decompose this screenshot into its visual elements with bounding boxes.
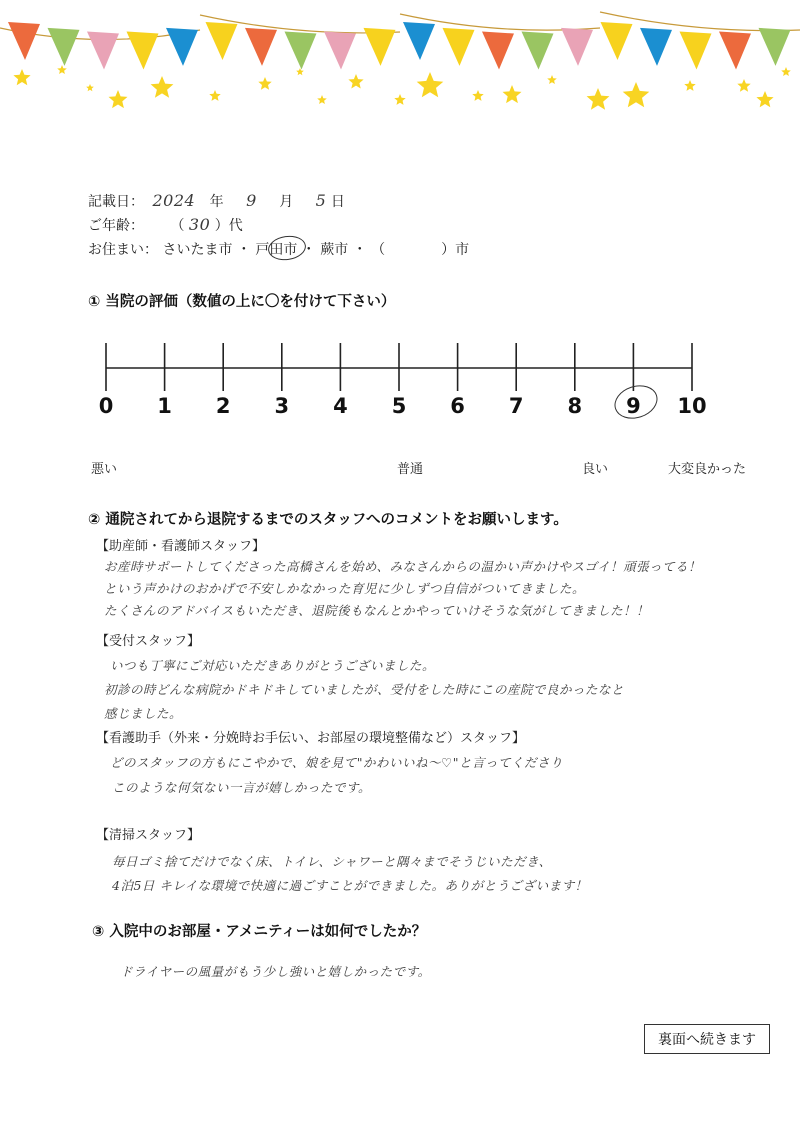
residence-label: お住まい： xyxy=(88,242,158,258)
midwife-comment-line: お産時サポートしてくださった高橋さんを始め、みなさんからの温かい声かけやスゴイ！頑張ってる！ xyxy=(104,559,702,574)
date-row xyxy=(88,191,345,211)
midwife-comment-line: たくさんのアドバイスもいただき、退院後もなんとかやっていけそうな気がしてきました！！ xyxy=(104,603,650,618)
age-label: ご年齢： xyxy=(88,218,144,234)
age-value: 30 xyxy=(188,215,211,234)
section3-title: ③ 入院中のお部屋・アメニティーは如何でしたか？ xyxy=(92,924,427,940)
scale-number-4: 4 xyxy=(333,394,348,418)
bunting-flag xyxy=(364,28,396,66)
star-icon xyxy=(417,72,444,97)
scale-number-9: 9 xyxy=(626,394,641,418)
scale-number-3: 3 xyxy=(274,394,290,418)
star-icon xyxy=(86,84,94,91)
star-icon xyxy=(109,90,128,108)
star-icon xyxy=(503,85,522,103)
scale-word-very-good: 大変良かった xyxy=(668,462,747,477)
scale-number-2: 2 xyxy=(215,394,231,418)
bunting-flag xyxy=(166,28,198,66)
date-day-unit: 日 xyxy=(330,194,345,210)
bunting-flag xyxy=(522,32,554,70)
bunting-flag xyxy=(680,32,712,70)
bunting-flag xyxy=(403,22,435,60)
decorative-stars xyxy=(13,65,790,110)
scale-number-5: 5 xyxy=(391,394,407,418)
section1-title: ① 当院の評価（数値の上に〇を付けて下さい） xyxy=(88,294,396,310)
star-icon xyxy=(209,90,220,101)
reception-comment-line: いつも丁寧にご対応いただきありがとうございました。 xyxy=(110,658,436,673)
star-icon xyxy=(151,76,174,98)
cleaning-comment-line: 毎日ゴミ捨てだけでなく床、トイレ、シャワーと隅々までそうじいただき、 xyxy=(112,854,552,869)
star-icon xyxy=(317,95,327,104)
date-label: 記載日： xyxy=(88,194,144,210)
scale-number-10: 10 xyxy=(677,394,707,418)
bunting-flag xyxy=(561,28,593,66)
section2-title: ② 通院されてから退院するまでのスタッフへのコメントをお願いします。 xyxy=(88,512,568,528)
age-row xyxy=(88,215,243,235)
bunting-flag xyxy=(127,32,159,70)
assistant-comment-line: このような何気ない一言が嬉しかったです。 xyxy=(112,780,372,795)
scale-number-1: 1 xyxy=(157,394,172,418)
star-icon xyxy=(296,68,304,75)
reception-heading: 【受付スタッフ】 xyxy=(96,634,201,649)
star-icon xyxy=(756,91,773,107)
bunting-flag xyxy=(640,28,672,66)
bunting-flag xyxy=(324,32,356,70)
midwife-comment-line: という声かけのおかげで不安しかなかった育児に少しずつ自信がついてきました。 xyxy=(104,581,586,596)
bunting-flag xyxy=(719,32,751,70)
star-icon xyxy=(737,79,750,92)
assistant-heading: 【看護助手（外来・分娩時お手伝い、お部屋の環境整備など）スタッフ】 xyxy=(96,731,526,746)
star-icon xyxy=(13,69,30,85)
assistant-comment-line: どのスタッフの方もにこやかで、娘を見て"かわいいね〜♡"と言ってくださり xyxy=(110,755,563,770)
star-icon xyxy=(623,82,650,107)
bunting-flag xyxy=(206,22,238,60)
scale-number-8: 8 xyxy=(567,394,583,418)
continue-on-back-label: 裏面へ続きます xyxy=(644,1024,770,1054)
bunting-flag xyxy=(285,32,317,70)
star-icon xyxy=(781,67,791,76)
star-icon xyxy=(394,94,405,105)
star-icon xyxy=(472,90,483,101)
date-day-value: 5 xyxy=(315,191,327,210)
cleaning-comment-line: 4泊5日 キレイな環境で快適に過ごすことができました。ありがとうございます！ xyxy=(112,878,588,893)
star-icon xyxy=(258,77,271,90)
cleaning-heading: 【清掃スタッフ】 xyxy=(96,828,201,843)
bunting-flag xyxy=(601,22,633,60)
scale-number-0: 0 xyxy=(98,394,114,418)
room-comment-line: ドライヤーの風量がもう少し強いと嬉しかったです。 xyxy=(120,964,431,979)
date-year-value: 2024 xyxy=(152,191,196,210)
star-icon xyxy=(348,74,363,89)
bunting-flag xyxy=(443,28,475,66)
bunting-flag xyxy=(87,32,119,70)
bunting-flag xyxy=(245,28,277,66)
bunting-flag xyxy=(482,32,514,70)
age-open: （ xyxy=(170,218,185,234)
scale-word-bad: 悪い xyxy=(91,462,118,477)
scale-number-7: 7 xyxy=(508,394,524,418)
date-year-unit: 年 xyxy=(209,194,224,210)
bunting-flag xyxy=(8,22,40,60)
reception-comment-line: 感じました。 xyxy=(104,706,183,721)
scale-word-good: 良い xyxy=(582,462,609,477)
rating-scale xyxy=(90,335,710,395)
scale-word-normal: 普通 xyxy=(397,462,424,477)
scale-ticks xyxy=(106,343,692,391)
residence-options: さいたま市 ・ 戸田市 ・ 蕨市 ・ （ ）市 xyxy=(162,242,470,258)
scale-number-6: 6 xyxy=(450,394,465,418)
bunting-flag xyxy=(759,28,791,66)
reception-comment-line: 初診の時どんな病院かドキドキしていましたが、受付をした時にこの産院で良かったなと xyxy=(104,682,625,697)
star-icon xyxy=(547,75,557,84)
date-month-value: 9 xyxy=(246,191,257,210)
star-icon xyxy=(587,88,610,110)
bunting-flag xyxy=(48,28,80,66)
age-close: ）代 xyxy=(214,218,243,234)
star-icon xyxy=(57,65,67,74)
date-month-unit: 月 xyxy=(279,194,294,210)
star-icon xyxy=(684,80,695,91)
bunting-flags xyxy=(0,12,800,70)
midwife-heading: 【助産師・看護師スタッフ】 xyxy=(96,539,266,554)
bunting-banner xyxy=(0,0,800,115)
